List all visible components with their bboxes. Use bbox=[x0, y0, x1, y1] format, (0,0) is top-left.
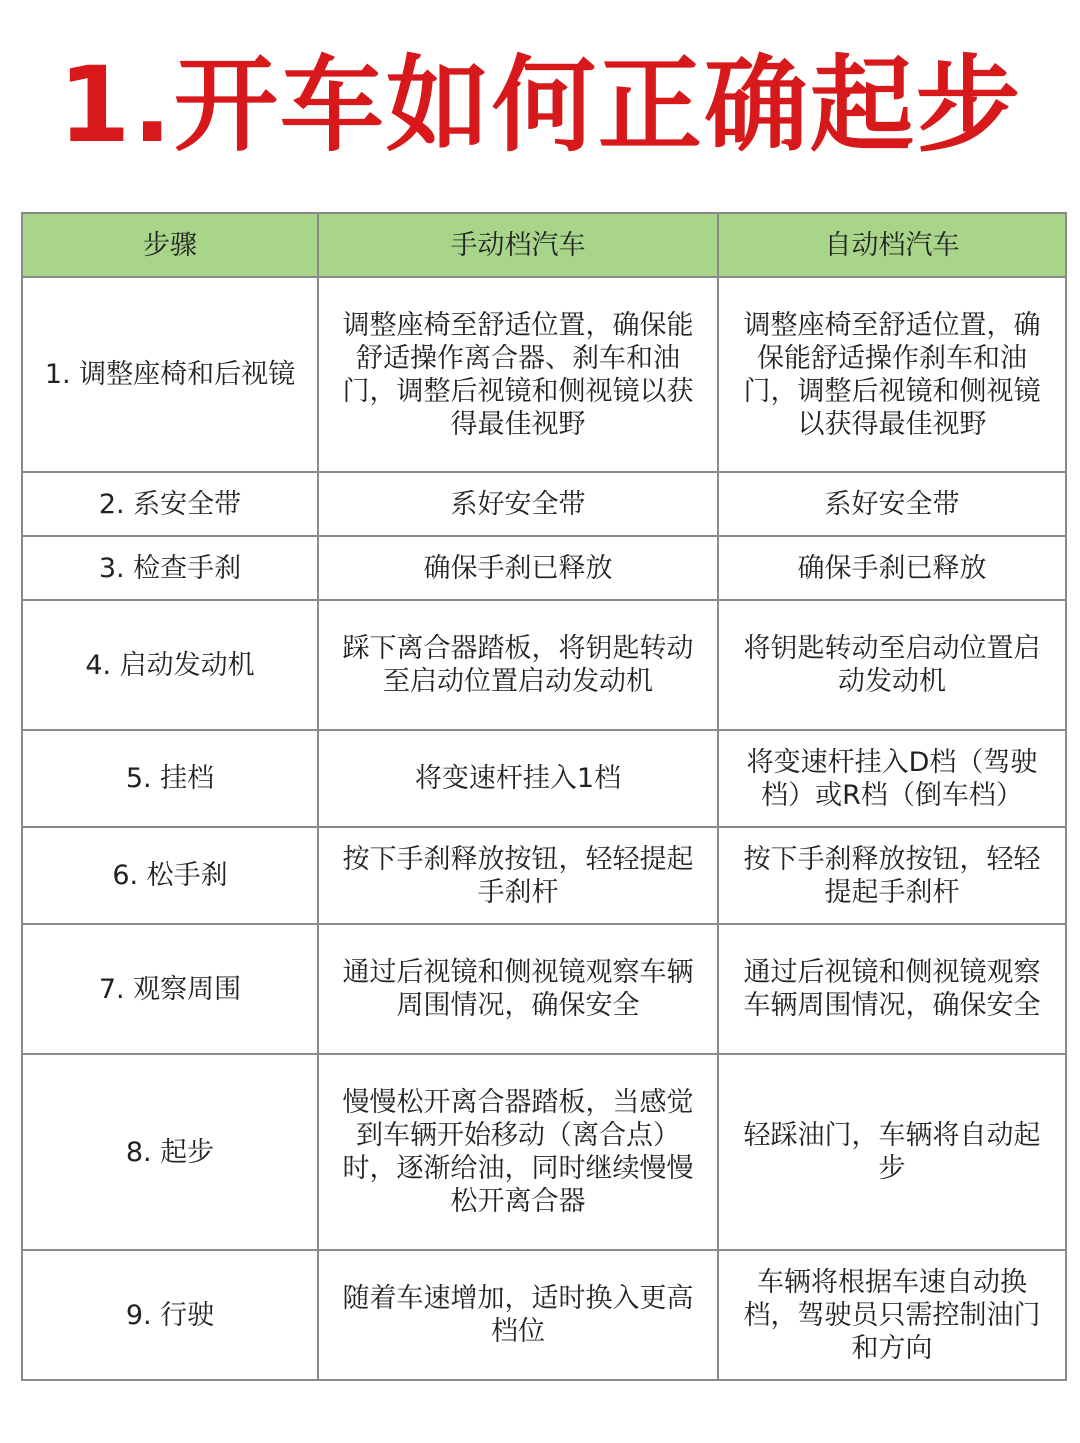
auto-cell: 将钥匙转动至启动位置启动发动机 bbox=[718, 600, 1066, 730]
table-row bbox=[22, 472, 1066, 536]
table-row bbox=[22, 1250, 1066, 1380]
step-cell: 3. 检查手刹 bbox=[22, 536, 318, 600]
auto-cell: 将变速杆挂入D档（驾驶档）或R档（倒车档） bbox=[718, 730, 1066, 827]
page-title: 1.开车如何正确起步 bbox=[58, 44, 1022, 166]
auto-cell: 按下手刹释放按钮，轻轻提起手刹杆 bbox=[718, 827, 1066, 924]
table-row bbox=[22, 730, 1066, 827]
manual-cell: 将变速杆挂入1档 bbox=[318, 730, 718, 827]
manual-cell: 调整座椅至舒适位置，确保能舒适操作离合器、刹车和油门，调整后视镜和侧视镜以获得最佳视野 bbox=[318, 277, 718, 472]
steps-table-container bbox=[21, 212, 1065, 1381]
header-step: 步骤 bbox=[22, 213, 318, 277]
auto-cell: 系好安全带 bbox=[718, 472, 1066, 536]
step-cell: 2. 系安全带 bbox=[22, 472, 318, 536]
header-manual: 手动档汽车 bbox=[318, 213, 718, 277]
manual-cell: 随着车速增加，适时换入更高档位 bbox=[318, 1250, 718, 1380]
table-row bbox=[22, 827, 1066, 924]
table-row bbox=[22, 1054, 1066, 1250]
header-auto: 自动档汽车 bbox=[718, 213, 1066, 277]
steps-table bbox=[21, 212, 1067, 1381]
table-row bbox=[22, 600, 1066, 730]
table-row bbox=[22, 924, 1066, 1054]
step-cell: 6. 松手刹 bbox=[22, 827, 318, 924]
step-cell: 8. 起步 bbox=[22, 1054, 318, 1250]
manual-cell: 踩下离合器踏板，将钥匙转动至启动位置启动发动机 bbox=[318, 600, 718, 730]
table-row bbox=[22, 277, 1066, 472]
auto-cell: 调整座椅至舒适位置，确保能舒适操作刹车和油门，调整后视镜和侧视镜以获得最佳视野 bbox=[718, 277, 1066, 472]
step-cell: 7. 观察周围 bbox=[22, 924, 318, 1054]
step-cell: 1. 调整座椅和后视镜 bbox=[22, 277, 318, 472]
manual-cell: 按下手刹释放按钮，轻轻提起手刹杆 bbox=[318, 827, 718, 924]
auto-cell: 通过后视镜和侧视镜观察车辆周围情况，确保安全 bbox=[718, 924, 1066, 1054]
manual-cell: 系好安全带 bbox=[318, 472, 718, 536]
manual-cell: 通过后视镜和侧视镜观察车辆周围情况，确保安全 bbox=[318, 924, 718, 1054]
step-cell: 4. 启动发动机 bbox=[22, 600, 318, 730]
auto-cell: 确保手刹已释放 bbox=[718, 536, 1066, 600]
step-cell: 5. 挂档 bbox=[22, 730, 318, 827]
table-header-row bbox=[22, 213, 1066, 277]
table-row bbox=[22, 536, 1066, 600]
step-cell: 9. 行驶 bbox=[22, 1250, 318, 1380]
auto-cell: 车辆将根据车速自动换档，驾驶员只需控制油门和方向 bbox=[718, 1250, 1066, 1380]
manual-cell: 慢慢松开离合器踏板，当感觉到车辆开始移动（离合点）时，逐渐给油，同时继续慢慢松开离合器 bbox=[318, 1054, 718, 1250]
manual-cell: 确保手刹已释放 bbox=[318, 536, 718, 600]
auto-cell: 轻踩油门，车辆将自动起步 bbox=[718, 1054, 1066, 1250]
